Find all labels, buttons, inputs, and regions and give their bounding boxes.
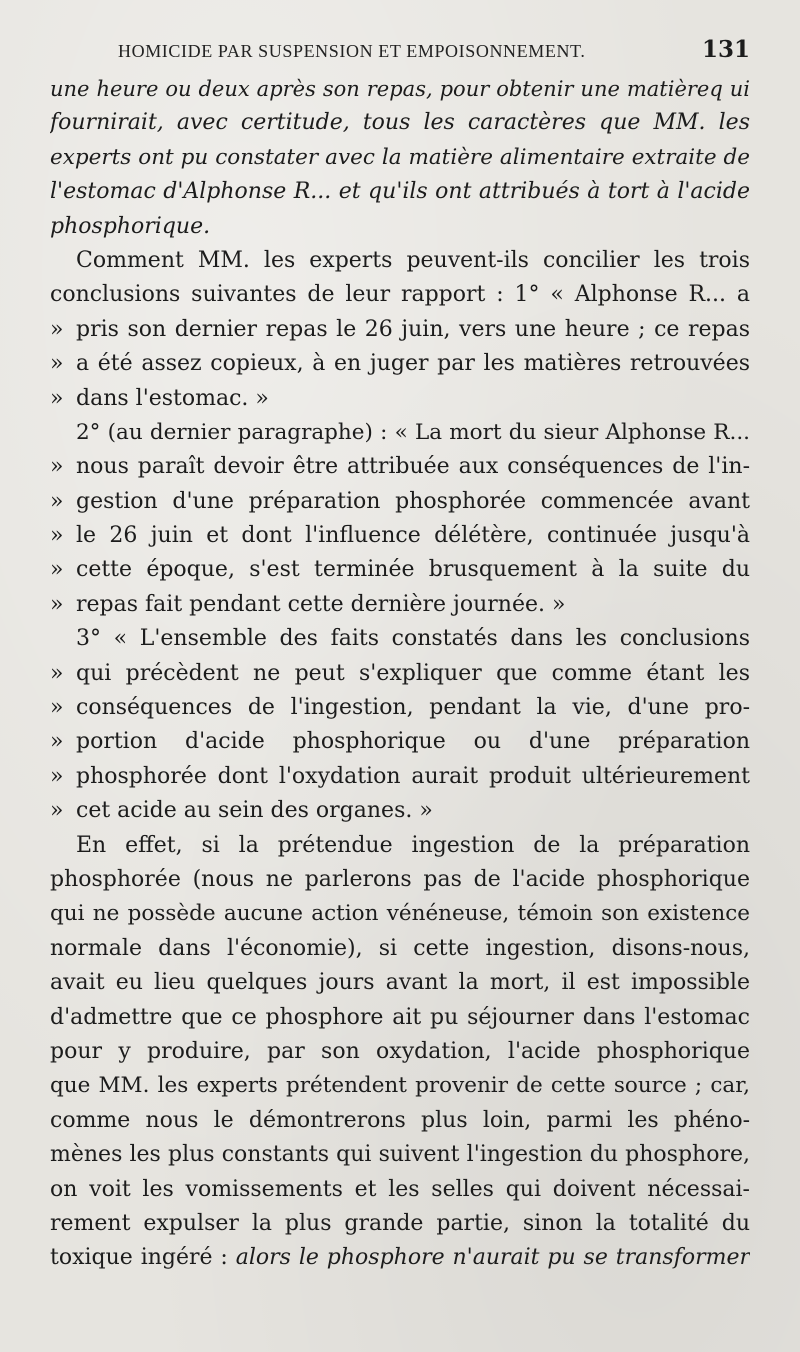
quoted-line: [50, 485, 750, 519]
text-line: normale dans l'économie), si cette ingestion, disons-nous,: [50, 935, 750, 961]
text-line: cet acide au sein des organes. »: [76, 798, 433, 824]
quoted-line: [50, 794, 750, 828]
text-line: pris son dernier repas le 26 juin, vers une heure ; ce repas: [76, 316, 750, 342]
text-line: [50, 1241, 750, 1275]
text-line: le 26 juin et dont l'influence délétère, continuée jusqu'à: [76, 523, 750, 549]
quoted-line: [50, 657, 750, 691]
text-line-roman: toxique ingéré :: [50, 1245, 228, 1271]
text-line: d'admettre que ce phosphore ait pu séjourner dans l'estomac: [50, 1004, 750, 1030]
quote-mark: »: [50, 454, 64, 480]
text-line: mènes les plus constants qui suivent l'ingestion du phosphore,: [50, 1142, 750, 1168]
text-line: on voit les vomissements et les selles qui doivent nécessai-: [50, 1176, 750, 1202]
text-line: que MM. les experts prétendent provenir de cette source ; car,: [50, 1073, 750, 1099]
text-line: dans l'estomac. »: [76, 385, 269, 411]
text-line: qui ne possède aucune action vénéneuse, témoin son existence: [50, 901, 750, 927]
body-text: [50, 72, 750, 1276]
quote-mark: »: [50, 695, 64, 721]
quote-mark: »: [50, 316, 64, 342]
quoted-line: [50, 760, 750, 794]
quote-mark: »: [50, 660, 64, 686]
text-line: pour y produire, par son oxydation, l'acide phosphorique: [50, 1038, 750, 1064]
text-line: conséquences de l'ingestion, pendant la vie, d'une pro-: [76, 695, 750, 721]
text-line: experts ont pu constater avec la matière alimentaire extraite de: [50, 144, 750, 170]
text-line: gestion d'une préparation phosphorée commencée avant: [76, 488, 750, 514]
text-line: avait eu lieu quelques jours avant la mort, il est impossible: [50, 970, 750, 996]
quote-mark: »: [50, 591, 64, 617]
quoted-line: [50, 450, 750, 484]
text-line: Comment MM. les experts peuvent-ils concilier les trois: [76, 247, 750, 273]
quoted-line: [50, 588, 750, 622]
text-line: En effet, si la prétendue ingestion de la préparation: [76, 832, 750, 858]
page-number: 131: [701, 36, 750, 63]
quote-mark: »: [50, 385, 64, 411]
quoted-line: [50, 691, 750, 725]
quote-mark: »: [50, 729, 64, 755]
quoted-line: [50, 519, 750, 553]
text-line: conclusions suivantes de leur rapport : 1° « Alphonse R... a: [50, 282, 750, 308]
text-line: phosphorique.: [50, 213, 211, 239]
text-line: portion d'acide phosphorique ou d'une préparation: [76, 729, 750, 755]
text-line: rement expulser la plus grande partie, sinon la totalité du: [50, 1210, 750, 1236]
running-head: HOMICIDE PAR SUSPENSION ET EMPOISONNEMENT.: [118, 41, 586, 61]
page-header: [118, 36, 750, 66]
text-line: qui précèdent ne peut s'expliquer que comme étant les: [76, 660, 750, 686]
text-line: nous paraît devoir être attribuée aux conséquences de l'in-: [76, 454, 750, 480]
text-line-italic: alors le phosphore n'aurait pu se transformer: [235, 1245, 750, 1271]
text-line: a été assez copieux, à en juger par les matières retrouvées: [76, 351, 750, 377]
quoted-line: [50, 313, 750, 347]
text-line: cette époque, s'est terminée brusquement à la suite du: [76, 557, 750, 583]
quoted-line: [50, 553, 750, 587]
quote-mark: »: [50, 488, 64, 514]
quote-mark: »: [50, 798, 64, 824]
text-line: phosphorée (nous ne parlerons pas de l'acide phosphorique: [50, 866, 750, 892]
quoted-line: [50, 725, 750, 759]
text-line: repas fait pendant cette dernière journée. »: [76, 591, 566, 617]
text-line: phosphorée dont l'oxydation aurait produit ultérieurement: [76, 763, 750, 789]
quote-mark: »: [50, 557, 64, 583]
quote-mark: »: [50, 523, 64, 549]
quoted-line: [50, 347, 750, 381]
text-line: 3° « L'ensemble des faits constatés dans les conclusions: [76, 626, 750, 652]
text-line: 2° (au dernier paragraphe) : « La mort du sieur Alphonse R...: [76, 419, 750, 445]
quote-mark: »: [50, 351, 64, 377]
text-line: comme nous le démontrerons plus loin, parmi les phéno-: [50, 1107, 750, 1133]
quoted-line: [50, 382, 750, 416]
text-line: une heure ou deux après son repas, pour obtenir une matièreq ui: [50, 77, 750, 101]
text-line: l'estomac d'Alphonse R... et qu'ils ont attribués à tort à l'acide: [50, 179, 750, 205]
quote-mark: »: [50, 763, 64, 789]
text-line: fournirait, avec certitude, tous les caractères que MM. les: [50, 110, 750, 136]
